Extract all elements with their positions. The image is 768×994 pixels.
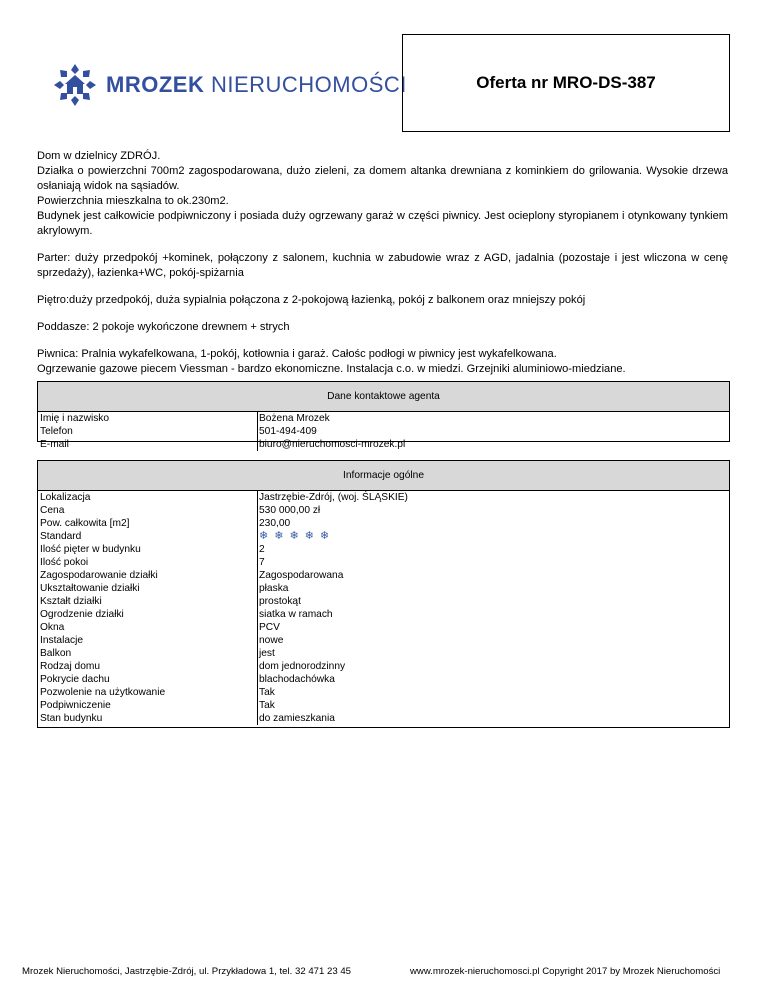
agent-phone-value: 501-494-409 bbox=[259, 426, 317, 437]
plot-fence-value: siatka w ramach bbox=[259, 609, 333, 620]
agent-contact-table bbox=[37, 381, 730, 450]
info-label: Balkon bbox=[40, 648, 72, 659]
occupancy-permit-value: Tak bbox=[259, 687, 275, 698]
description-line: Dom w dzielnicy ZDRÓJ. bbox=[37, 150, 161, 162]
info-label: Cena bbox=[40, 505, 65, 516]
agent-name-value: Bożena Mrozek bbox=[259, 413, 330, 424]
description-line: Działka o powierzchni 700m2 zagospodarowana, dużo zieleni, za domem altanka drewniana z kominkiem do grilowania. Wysokie drzewa osłaniają widok na sąsiadów. bbox=[37, 165, 728, 192]
description-pietro: Piętro:duży przedpokój, duża sypialnia połączona z 2-pokojową łazienką, pokój z balkonem oraz mniejszy pokój bbox=[37, 294, 586, 306]
snowflake-icon: ❄ bbox=[259, 530, 269, 542]
building-condition-value: do zamieszkania bbox=[259, 713, 335, 724]
standard-rating bbox=[258, 530, 729, 543]
agent-email-value: biuro@nieruchomosci-mrozek.pl bbox=[259, 439, 406, 450]
general-info-header: Informacje ogólne bbox=[38, 461, 729, 491]
logo-text-bold: MROZEK bbox=[106, 72, 205, 97]
contact-label: Imię i nazwisko bbox=[40, 413, 110, 424]
snowflake-icon: ❄ bbox=[274, 530, 284, 542]
snowflake-icon: ❄ bbox=[304, 530, 314, 542]
info-label: Okna bbox=[40, 622, 65, 633]
info-label: Stan budynku bbox=[40, 713, 103, 724]
location-value: Jastrzębie-Zdrój, (woj. ŚLĄSKIE) bbox=[259, 492, 408, 503]
contact-label: Telefon bbox=[40, 426, 73, 437]
offer-title: Oferta nr MRO-DS-387 bbox=[476, 73, 656, 92]
info-label: Lokalizacja bbox=[40, 492, 91, 503]
info-label: Pozwolenie na użytkowanie bbox=[40, 687, 166, 698]
snowflake-icon: ❄ bbox=[289, 530, 299, 542]
floors-value: 2 bbox=[259, 544, 265, 555]
description-heating: Ogrzewanie gazowe piecem Viessman - bardzo ekonomiczne. Instalacja c.o. w miedzi. Grzejniki aluminiowo-miedziane. bbox=[37, 363, 626, 375]
company-logo bbox=[52, 58, 407, 112]
footer-copyright: www.mrozek-nieruchomosci.pl Copyright 2017 by Mrozek Nieruchomości bbox=[410, 966, 721, 977]
description-piwnica: Piwnica: Pralnia wykafelkowana, 1-pokój, kotłownia i garaż. Całośc podłogi w piwnicy jest wykafelkowana. bbox=[37, 348, 557, 360]
installations-value: nowe bbox=[259, 635, 284, 646]
info-label: Pow. całkowita [m2] bbox=[40, 518, 130, 529]
snowflake-icon: ❄ bbox=[319, 530, 330, 542]
info-label: Instalacje bbox=[40, 635, 84, 646]
info-label: Ukształtowanie działki bbox=[40, 583, 140, 594]
plot-shape-value: prostokąt bbox=[259, 596, 301, 607]
basement-value: Tak bbox=[259, 700, 275, 711]
info-label: Standard bbox=[40, 531, 82, 542]
info-label: Rodzaj domu bbox=[40, 661, 101, 672]
house-type-value: dom jednorodzinny bbox=[259, 661, 346, 672]
info-label: Ilość pokoi bbox=[40, 557, 89, 568]
rooms-value: 7 bbox=[259, 557, 265, 568]
property-description bbox=[37, 149, 728, 377]
description-line: Budynek jest całkowicie podpiwniczony i posiada duży ogrzewany garaż w części piwnicy. Jest ocieplony styropianem i otynkowany tynkiem akrylowym. bbox=[37, 210, 728, 237]
info-label: Zagospodarowanie działki bbox=[40, 570, 158, 581]
roof-value: blachodachówka bbox=[259, 674, 335, 685]
windows-value: PCV bbox=[259, 622, 280, 633]
plot-development-value: Zagospodarowana bbox=[259, 570, 344, 581]
total-area-value: 230,00 bbox=[259, 518, 291, 529]
offer-number-box bbox=[402, 34, 730, 132]
footer-address: Mrozek Nieruchomości, Jastrzębie-Zdrój, ul. Przykładowa 1, tel. 32 471 23 45 bbox=[22, 966, 351, 977]
description-parter: Parter: duży przedpokój +kominek, połączony z salonem, kuchnia w zabudowie wraz z AGD, jadalnia (pozostaje i jest wliczona w cenę sprzedaży), łazienka+WC, pokój-spiżarnia bbox=[37, 252, 728, 279]
general-info-table bbox=[37, 460, 730, 728]
price-value: 530 000,00 zł bbox=[259, 505, 321, 516]
info-label: Podpiwniczenie bbox=[40, 700, 111, 711]
agent-contact-header: Dane kontaktowe agenta bbox=[38, 382, 729, 412]
info-label: Ogrodzenie działki bbox=[40, 609, 124, 620]
balcony-value: jest bbox=[259, 648, 275, 659]
contact-label: E-mail bbox=[40, 439, 69, 450]
description-poddasze: Poddasze: 2 pokoje wykończone drewnem + strych bbox=[37, 321, 290, 333]
info-label: Pokrycie dachu bbox=[40, 674, 110, 685]
description-line: Powierzchnia mieszkalna to ok.230m2. bbox=[37, 195, 229, 207]
logo-text-light: NIERUCHOMOŚCI bbox=[210, 72, 407, 97]
info-label: Ilość pięter w budynku bbox=[40, 544, 141, 555]
logo-text bbox=[106, 74, 407, 96]
snowflake-house-logo-icon bbox=[52, 62, 98, 108]
plot-terrain-value: płaska bbox=[259, 583, 289, 594]
info-label: Kształt działki bbox=[40, 596, 102, 607]
